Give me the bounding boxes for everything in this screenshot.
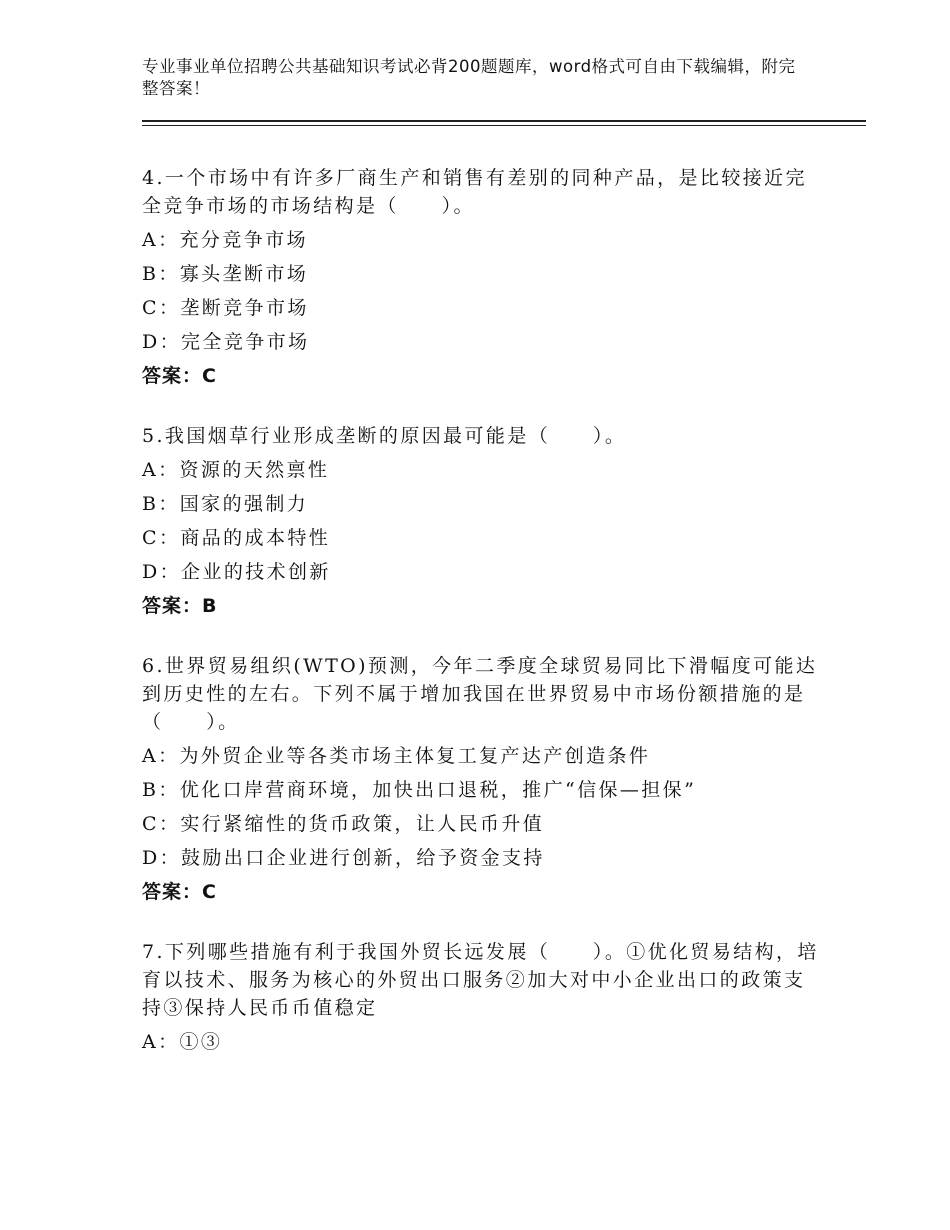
option-d: D：企业的技术创新 xyxy=(142,561,331,583)
question-text: 7.下列哪些措施有利于我国外贸长远发展（ ）。①优化贸易结构，培育以技术、服务为核心的外贸出口服务②加大对中小企业出口的政策支持③保持人民币币值稳定 xyxy=(142,941,819,1019)
question-text: 4.一个市场中有许多厂商生产和销售有差别的同种产品，是比较接近完全竞争市场的市场结构是（ ）。 xyxy=(142,167,807,217)
option-d: D：鼓励出口企业进行创新，给予资金支持 xyxy=(142,847,545,869)
answer-label: 答案：B xyxy=(142,595,218,617)
option-c: C：商品的成本特性 xyxy=(142,527,331,549)
header-rule-thin xyxy=(142,125,866,126)
option-c: C：垄断竞争市场 xyxy=(142,297,309,319)
question-text: 5.我国烟草行业形成垄断的原因最可能是（ ）。 xyxy=(142,425,627,447)
option-b: B：国家的强制力 xyxy=(142,493,309,515)
option-d: D：完全竞争市场 xyxy=(142,331,310,353)
question-7 xyxy=(142,938,822,1056)
option-b: B：寡头垄断市场 xyxy=(142,263,309,285)
answer-label: 答案：C xyxy=(142,881,217,903)
option-b: B：优化口岸营商环境，加快出口退税，推广“信保—担保” xyxy=(142,779,697,801)
option-c: C：实行紧缩性的货币政策，让人民币升值 xyxy=(142,813,545,835)
question-text: 6.世界贸易组织(WTO)预测，今年二季度全球贸易同比下滑幅度可能达到历史性的左右。下列不属于增加我国在世界贸易中市场份额措施的是（ ）。 xyxy=(142,655,818,733)
header-rule-thick xyxy=(142,120,866,122)
page-header: 专业事业单位招聘公共基础知识考试必背200题题库，word格式可自由下载编辑，附完整答案！ xyxy=(142,57,796,98)
option-a: A：资源的天然禀性 xyxy=(142,459,330,481)
option-a: A：①③ xyxy=(142,1031,223,1053)
option-a: A：充分竞争市场 xyxy=(142,229,308,251)
option-a: A：为外贸企业等各类市场主体复工复产达产创造条件 xyxy=(142,745,651,767)
answer-label: 答案：C xyxy=(142,365,217,387)
question-5 xyxy=(142,422,822,620)
question-4 xyxy=(142,164,822,390)
question-6 xyxy=(142,652,822,906)
question-list xyxy=(142,164,822,1088)
